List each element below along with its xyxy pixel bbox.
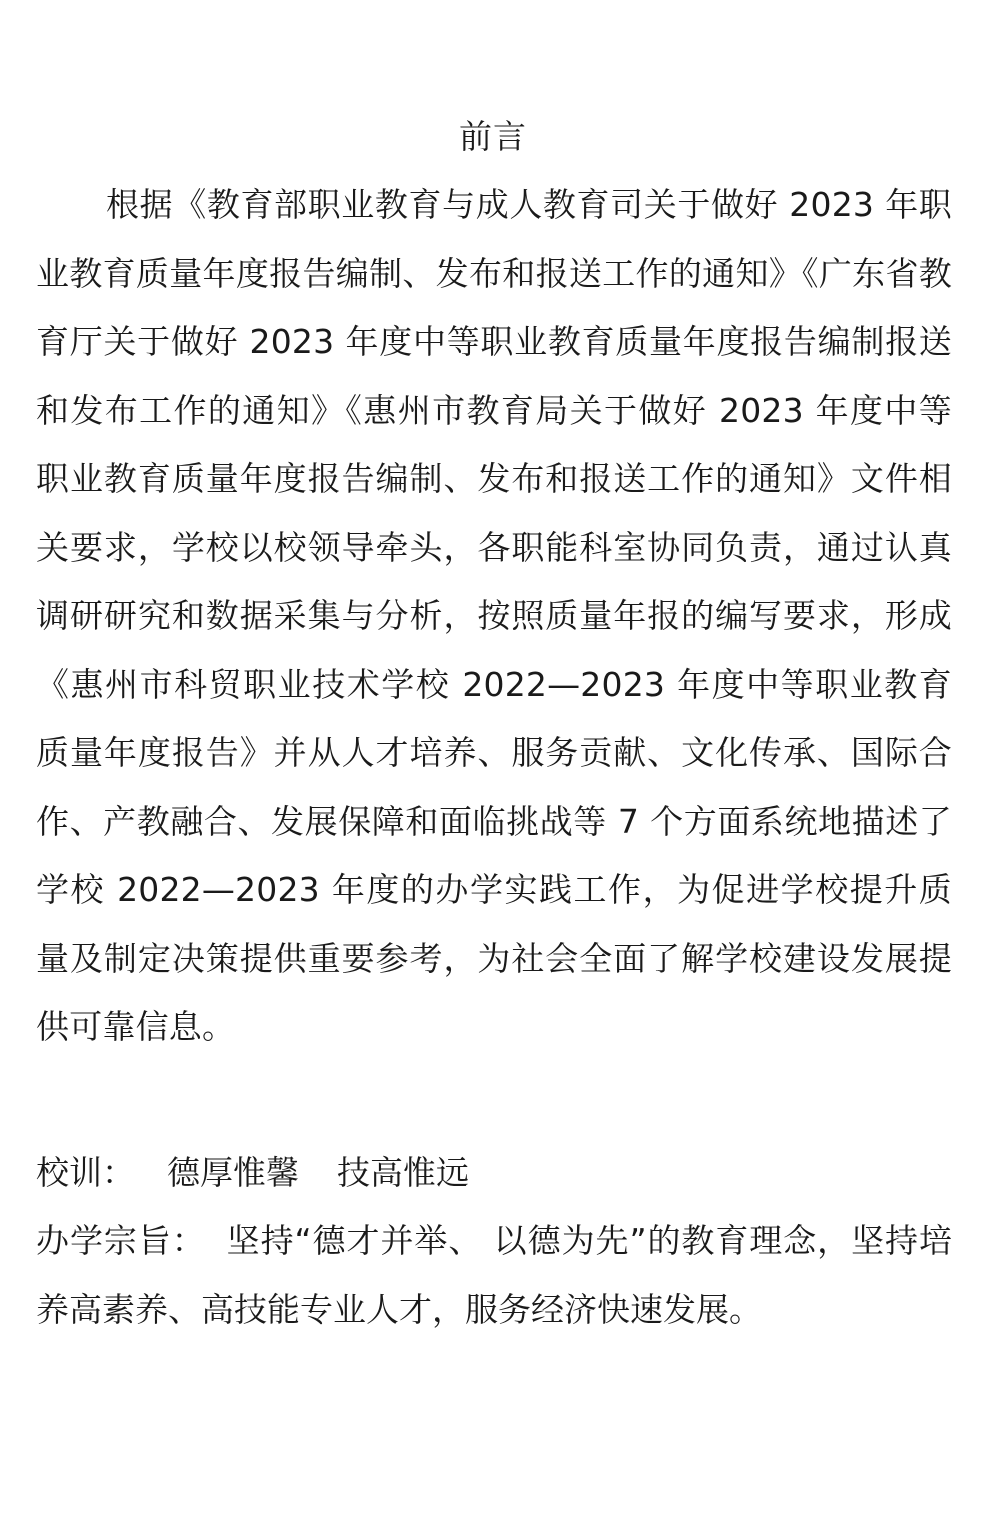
motto-label: 校训： [36, 1153, 135, 1192]
school-purpose [36, 1207, 952, 1344]
motto-part-2: 技高惟远 [337, 1153, 469, 1192]
motto-part-1: 德厚惟馨 [167, 1153, 299, 1192]
purpose-label: 办学宗旨： [36, 1221, 206, 1260]
purpose-text: 坚持“德才并举、 以德为先”的教育理念，坚持培养高素养、高技能专业人才，服务经济快速发展。 [36, 1221, 952, 1329]
page-title: 前言 [459, 117, 527, 156]
intro-paragraph: 根据《教育部职业教育与成人教育司关于做好 2023 年职业教育质量年度报告编制、发布和报送工作的通知》《广东省教育厅关于做好 2023 年度中等职业教育质量年度报告编制报送和发布工作的通知》《惠州市教育局关于做好 2023 年度中等职业教育质量年度报告编制、发布和报送工作的通知》文件相关要求，学校以校领导牵头，各职能科室协同负责，通过认真调研研究和数据采集与分析，按照质量年报的编写要求，形成《惠州市科贸职业技术学校 2022—2023 年度中等职业教育质量年度报告》并从人才培养、服务贡献、文化传承、国际合作、产教融合、发展保障和面临挑战等 7 个方面系统地描述了学校 2022—2023 年度的办学实践工作，为促进学校提升质量及制定决策提供重要参考，为社会全面了解学校建设发展提供可靠信息。 [36, 185, 952, 1046]
school-motto [36, 1139, 952, 1208]
